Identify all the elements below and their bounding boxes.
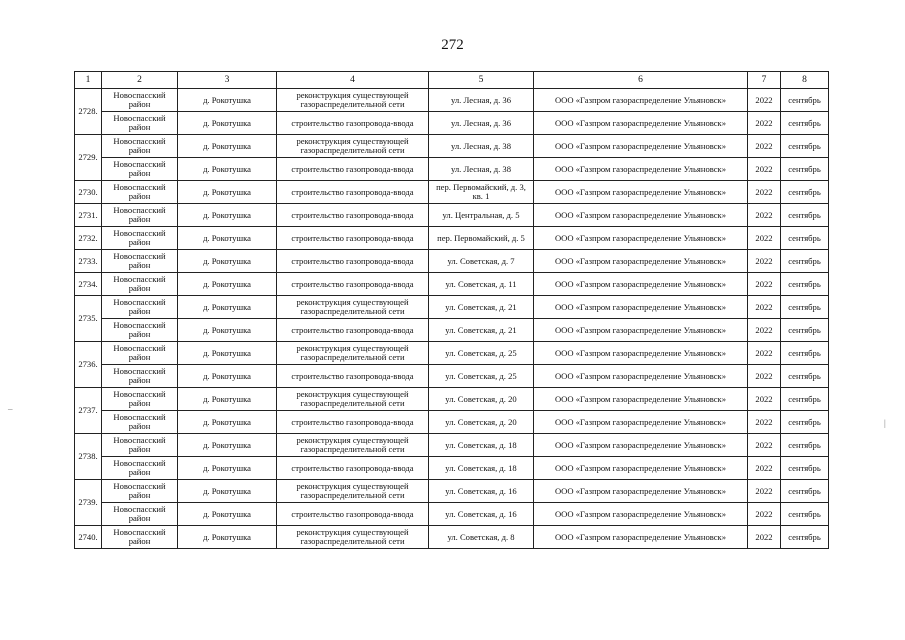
table-row bbox=[75, 204, 829, 227]
organization-cell: ООО «Газпром газораспределение Ульяновск» bbox=[534, 181, 748, 204]
month-cell: сентябрь bbox=[781, 526, 829, 549]
column-header: 7 bbox=[748, 72, 781, 89]
address-cell: ул. Лесная, д. 36 bbox=[429, 112, 534, 135]
month-cell: сентябрь bbox=[781, 135, 829, 158]
work-type-cell: строительство газопровода-ввода bbox=[277, 227, 429, 250]
organization-cell: ООО «Газпром газораспределение Ульяновск» bbox=[534, 250, 748, 273]
village-cell: д. Рокотушка bbox=[178, 434, 277, 457]
month-cell: сентябрь bbox=[781, 411, 829, 434]
village-cell: д. Рокотушка bbox=[178, 273, 277, 296]
work-type-cell: строительство газопровода-ввода bbox=[277, 181, 429, 204]
year-cell: 2022 bbox=[748, 181, 781, 204]
work-type-cell: реконструкция существующей газораспределительной сети bbox=[277, 342, 429, 365]
page-number: 272 bbox=[441, 37, 464, 53]
year-cell: 2022 bbox=[748, 112, 781, 135]
year-cell: 2022 bbox=[748, 227, 781, 250]
row-number-cell: 2736. bbox=[75, 342, 102, 388]
village-cell: д. Рокотушка bbox=[178, 158, 277, 181]
year-cell: 2022 bbox=[748, 296, 781, 319]
year-cell: 2022 bbox=[748, 342, 781, 365]
month-cell: сентябрь bbox=[781, 204, 829, 227]
district-cell: Новоспасский район bbox=[102, 227, 178, 250]
table-row bbox=[75, 526, 829, 549]
organization-cell: ООО «Газпром газораспределение Ульяновск» bbox=[534, 112, 748, 135]
row-number-cell: 2740. bbox=[75, 526, 102, 549]
district-cell: Новоспасский район bbox=[102, 457, 178, 480]
district-cell: Новоспасский район bbox=[102, 135, 178, 158]
village-cell: д. Рокотушка bbox=[178, 457, 277, 480]
work-type-cell: строительство газопровода-ввода bbox=[277, 158, 429, 181]
work-type-cell: строительство газопровода-ввода bbox=[277, 457, 429, 480]
table-row bbox=[75, 181, 829, 204]
month-cell: сентябрь bbox=[781, 112, 829, 135]
year-cell: 2022 bbox=[748, 158, 781, 181]
table-row bbox=[75, 411, 829, 434]
district-cell: Новоспасский район bbox=[102, 250, 178, 273]
month-cell: сентябрь bbox=[781, 480, 829, 503]
organization-cell: ООО «Газпром газораспределение Ульяновск» bbox=[534, 365, 748, 388]
row-number-cell: 2733. bbox=[75, 250, 102, 273]
district-cell: Новоспасский район bbox=[102, 296, 178, 319]
address-cell: ул. Лесная, д. 36 bbox=[429, 89, 534, 112]
table-row bbox=[75, 273, 829, 296]
organization-cell: ООО «Газпром газораспределение Ульяновск» bbox=[534, 273, 748, 296]
work-type-cell: реконструкция существующей газораспределительной сети bbox=[277, 388, 429, 411]
district-cell: Новоспасский район bbox=[102, 181, 178, 204]
row-number-cell: 2737. bbox=[75, 388, 102, 434]
district-cell: Новоспасский район bbox=[102, 365, 178, 388]
year-cell: 2022 bbox=[748, 250, 781, 273]
district-cell: Новоспасский район bbox=[102, 434, 178, 457]
village-cell: д. Рокотушка bbox=[178, 526, 277, 549]
address-cell: ул. Лесная, д. 38 bbox=[429, 135, 534, 158]
village-cell: д. Рокотушка bbox=[178, 112, 277, 135]
month-cell: сентябрь bbox=[781, 89, 829, 112]
district-cell: Новоспасский район bbox=[102, 480, 178, 503]
address-cell: ул. Советская, д. 20 bbox=[429, 388, 534, 411]
address-cell: пер. Первомайский, д. 5 bbox=[429, 227, 534, 250]
month-cell: сентябрь bbox=[781, 319, 829, 342]
address-cell: ул. Лесная, д. 38 bbox=[429, 158, 534, 181]
district-cell: Новоспасский район bbox=[102, 204, 178, 227]
table-row bbox=[75, 388, 829, 411]
month-cell: сентябрь bbox=[781, 158, 829, 181]
year-cell: 2022 bbox=[748, 319, 781, 342]
year-cell: 2022 bbox=[748, 503, 781, 526]
year-cell: 2022 bbox=[748, 388, 781, 411]
column-header: 6 bbox=[534, 72, 748, 89]
district-cell: Новоспасский район bbox=[102, 158, 178, 181]
table-body bbox=[75, 89, 829, 549]
work-type-cell: реконструкция существующей газораспределительной сети bbox=[277, 296, 429, 319]
row-number-cell: 2730. bbox=[75, 181, 102, 204]
month-cell: сентябрь bbox=[781, 457, 829, 480]
village-cell: д. Рокотушка bbox=[178, 204, 277, 227]
village-cell: д. Рокотушка bbox=[178, 503, 277, 526]
address-cell: ул. Советская, д. 11 bbox=[429, 273, 534, 296]
address-cell: ул. Центральная, д. 5 bbox=[429, 204, 534, 227]
organization-cell: ООО «Газпром газораспределение Ульяновск» bbox=[534, 135, 748, 158]
table-row bbox=[75, 434, 829, 457]
address-cell: ул. Советская, д. 21 bbox=[429, 319, 534, 342]
month-cell: сентябрь bbox=[781, 342, 829, 365]
work-type-cell: строительство газопровода-ввода bbox=[277, 250, 429, 273]
organization-cell: ООО «Газпром газораспределение Ульяновск» bbox=[534, 89, 748, 112]
column-header: 2 bbox=[102, 72, 178, 89]
village-cell: д. Рокотушка bbox=[178, 342, 277, 365]
organization-cell: ООО «Газпром газораспределение Ульяновск» bbox=[534, 319, 748, 342]
address-cell: ул. Советская, д. 18 bbox=[429, 457, 534, 480]
address-cell: ул. Советская, д. 16 bbox=[429, 480, 534, 503]
year-cell: 2022 bbox=[748, 526, 781, 549]
gasification-table bbox=[74, 71, 829, 549]
year-cell: 2022 bbox=[748, 273, 781, 296]
work-type-cell: строительство газопровода-ввода bbox=[277, 273, 429, 296]
row-number-cell: 2731. bbox=[75, 204, 102, 227]
month-cell: сентябрь bbox=[781, 503, 829, 526]
district-cell: Новоспасский район bbox=[102, 526, 178, 549]
month-cell: сентябрь bbox=[781, 434, 829, 457]
table-row bbox=[75, 457, 829, 480]
table-row bbox=[75, 342, 829, 365]
village-cell: д. Рокотушка bbox=[178, 227, 277, 250]
address-cell: ул. Советская, д. 25 bbox=[429, 365, 534, 388]
work-type-cell: строительство газопровода-ввода bbox=[277, 365, 429, 388]
organization-cell: ООО «Газпром газораспределение Ульяновск» bbox=[534, 296, 748, 319]
column-header: 3 bbox=[178, 72, 277, 89]
village-cell: д. Рокотушка bbox=[178, 480, 277, 503]
district-cell: Новоспасский район bbox=[102, 388, 178, 411]
work-type-cell: строительство газопровода-ввода bbox=[277, 411, 429, 434]
table-row bbox=[75, 135, 829, 158]
table-header-row bbox=[75, 72, 829, 89]
organization-cell: ООО «Газпром газораспределение Ульяновск» bbox=[534, 411, 748, 434]
organization-cell: ООО «Газпром газораспределение Ульяновск» bbox=[534, 388, 748, 411]
row-number-cell: 2738. bbox=[75, 434, 102, 480]
work-type-cell: строительство газопровода-ввода bbox=[277, 503, 429, 526]
work-type-cell: реконструкция существующей газораспределительной сети bbox=[277, 135, 429, 158]
organization-cell: ООО «Газпром газораспределение Ульяновск» bbox=[534, 227, 748, 250]
organization-cell: ООО «Газпром газораспределение Ульяновск» bbox=[534, 457, 748, 480]
year-cell: 2022 bbox=[748, 365, 781, 388]
table-row bbox=[75, 112, 829, 135]
work-type-cell: реконструкция существующей газораспределительной сети bbox=[277, 526, 429, 549]
village-cell: д. Рокотушка bbox=[178, 365, 277, 388]
district-cell: Новоспасский район bbox=[102, 342, 178, 365]
district-cell: Новоспасский район bbox=[102, 319, 178, 342]
district-cell: Новоспасский район bbox=[102, 273, 178, 296]
year-cell: 2022 bbox=[748, 89, 781, 112]
month-cell: сентябрь bbox=[781, 250, 829, 273]
row-number-cell: 2728. bbox=[75, 89, 102, 135]
row-number-cell: 2739. bbox=[75, 480, 102, 526]
year-cell: 2022 bbox=[748, 480, 781, 503]
scan-mark: – bbox=[8, 404, 13, 414]
work-type-cell: реконструкция существующей газораспределительной сети bbox=[277, 434, 429, 457]
village-cell: д. Рокотушка bbox=[178, 250, 277, 273]
table-row bbox=[75, 227, 829, 250]
organization-cell: ООО «Газпром газораспределение Ульяновск» bbox=[534, 434, 748, 457]
table-row bbox=[75, 296, 829, 319]
table-row bbox=[75, 319, 829, 342]
work-type-cell: строительство газопровода-ввода bbox=[277, 204, 429, 227]
month-cell: сентябрь bbox=[781, 296, 829, 319]
year-cell: 2022 bbox=[748, 457, 781, 480]
village-cell: д. Рокотушка bbox=[178, 135, 277, 158]
month-cell: сентябрь bbox=[781, 365, 829, 388]
table-row bbox=[75, 89, 829, 112]
organization-cell: ООО «Газпром газораспределение Ульяновск» bbox=[534, 526, 748, 549]
district-cell: Новоспасский район bbox=[102, 503, 178, 526]
row-number-cell: 2729. bbox=[75, 135, 102, 181]
column-header: 8 bbox=[781, 72, 829, 89]
table-row bbox=[75, 480, 829, 503]
address-cell: ул. Советская, д. 25 bbox=[429, 342, 534, 365]
village-cell: д. Рокотушка bbox=[178, 296, 277, 319]
organization-cell: ООО «Газпром газораспределение Ульяновск» bbox=[534, 204, 748, 227]
month-cell: сентябрь bbox=[781, 273, 829, 296]
address-cell: пер. Первомайский, д. 3, кв. 1 bbox=[429, 181, 534, 204]
year-cell: 2022 bbox=[748, 434, 781, 457]
row-number-cell: 2734. bbox=[75, 273, 102, 296]
month-cell: сентябрь bbox=[781, 227, 829, 250]
district-cell: Новоспасский район bbox=[102, 112, 178, 135]
work-type-cell: реконструкция существующей газораспределительной сети bbox=[277, 89, 429, 112]
organization-cell: ООО «Газпром газораспределение Ульяновск» bbox=[534, 480, 748, 503]
organization-cell: ООО «Газпром газораспределение Ульяновск» bbox=[534, 158, 748, 181]
year-cell: 2022 bbox=[748, 135, 781, 158]
village-cell: д. Рокотушка bbox=[178, 411, 277, 434]
column-header: 5 bbox=[429, 72, 534, 89]
address-cell: ул. Советская, д. 21 bbox=[429, 296, 534, 319]
table-row bbox=[75, 250, 829, 273]
row-number-cell: 2735. bbox=[75, 296, 102, 342]
organization-cell: ООО «Газпром газораспределение Ульяновск» bbox=[534, 503, 748, 526]
village-cell: д. Рокотушка bbox=[178, 181, 277, 204]
address-cell: ул. Советская, д. 8 bbox=[429, 526, 534, 549]
table-row bbox=[75, 365, 829, 388]
address-cell: ул. Советская, д. 7 bbox=[429, 250, 534, 273]
table-row bbox=[75, 158, 829, 181]
column-header: 1 bbox=[75, 72, 102, 89]
address-cell: ул. Советская, д. 16 bbox=[429, 503, 534, 526]
work-type-cell: строительство газопровода-ввода bbox=[277, 112, 429, 135]
organization-cell: ООО «Газпром газораспределение Ульяновск» bbox=[534, 342, 748, 365]
column-header: 4 bbox=[277, 72, 429, 89]
year-cell: 2022 bbox=[748, 411, 781, 434]
row-number-cell: 2732. bbox=[75, 227, 102, 250]
table-row bbox=[75, 503, 829, 526]
scan-mark: | bbox=[884, 418, 886, 428]
village-cell: д. Рокотушка bbox=[178, 388, 277, 411]
address-cell: ул. Советская, д. 20 bbox=[429, 411, 534, 434]
village-cell: д. Рокотушка bbox=[178, 319, 277, 342]
address-cell: ул. Советская, д. 18 bbox=[429, 434, 534, 457]
year-cell: 2022 bbox=[748, 204, 781, 227]
work-type-cell: строительство газопровода-ввода bbox=[277, 319, 429, 342]
village-cell: д. Рокотушка bbox=[178, 89, 277, 112]
district-cell: Новоспасский район bbox=[102, 411, 178, 434]
district-cell: Новоспасский район bbox=[102, 89, 178, 112]
work-type-cell: реконструкция существующей газораспределительной сети bbox=[277, 480, 429, 503]
month-cell: сентябрь bbox=[781, 181, 829, 204]
month-cell: сентябрь bbox=[781, 388, 829, 411]
